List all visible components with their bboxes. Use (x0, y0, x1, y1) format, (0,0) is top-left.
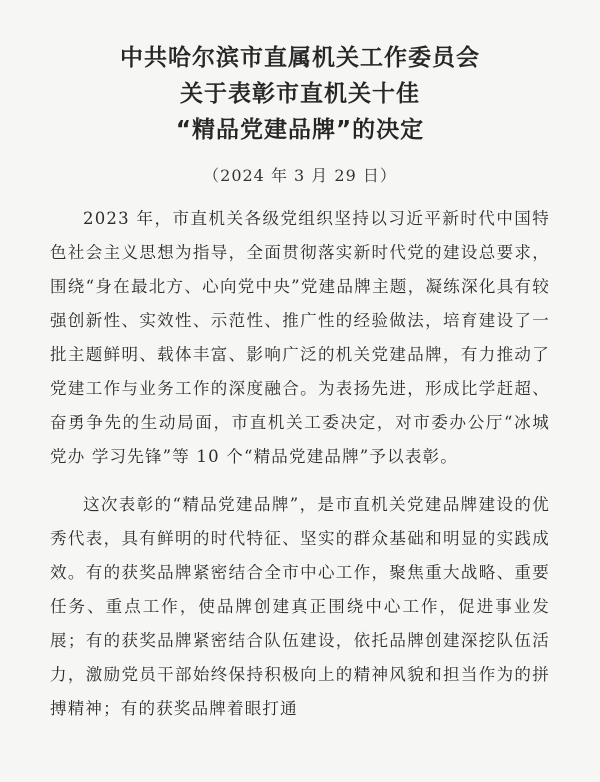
document-title (50, 0, 550, 148)
title-line-3: “精品党建品牌”的决定 (175, 117, 425, 143)
paragraph-1: 2023 年，市直机关各级党组织坚持以习近平新时代中国特色社会主义思想为指导，全面贯彻落实新时代党的建设总要求，围绕“身在最北方、心向党中央”党建品牌主题，凝练深化具有较强创新性、实效性、示范性、推广性的经验做法，培育建设了一批主题鲜明、载体丰富、影响广泛的机关党建品牌，有力推动了党建工作与业务工作的深度融合。为表扬先进，形成比学赶超、奋勇争先的生动局面，市直机关工委决定，对市委办公厅“冰城党办 学习先锋”等 10 个“精品党建品牌”予以表彰。 (50, 209, 550, 466)
document-date: （2024 年 3 月 29 日） (203, 166, 397, 185)
document-body (50, 202, 550, 726)
title-line-1: 中共哈尔滨市直属机关工作委员会 (120, 45, 480, 71)
title-line-2: 关于表彰市直机关十佳 (180, 81, 420, 107)
paragraph-2: 这次表彰的“精品党建品牌”，是市直机关党建品牌建设的优秀代表，具有鲜明的时代特征、坚实的群众基础和明显的实践成效。有的获奖品牌紧密结合全市中心工作，聚焦重大战略、重要任务、重点工作，使品牌创建真正围绕中心工作，促进事业发展；有的获奖品牌紧密结合队伍建设，依托品牌创建深挖队伍活力，激励党员干部始终保持积极向上的精神风貌和担当作为的拼搏精神；有的获奖品牌着眼打通 (50, 495, 550, 718)
